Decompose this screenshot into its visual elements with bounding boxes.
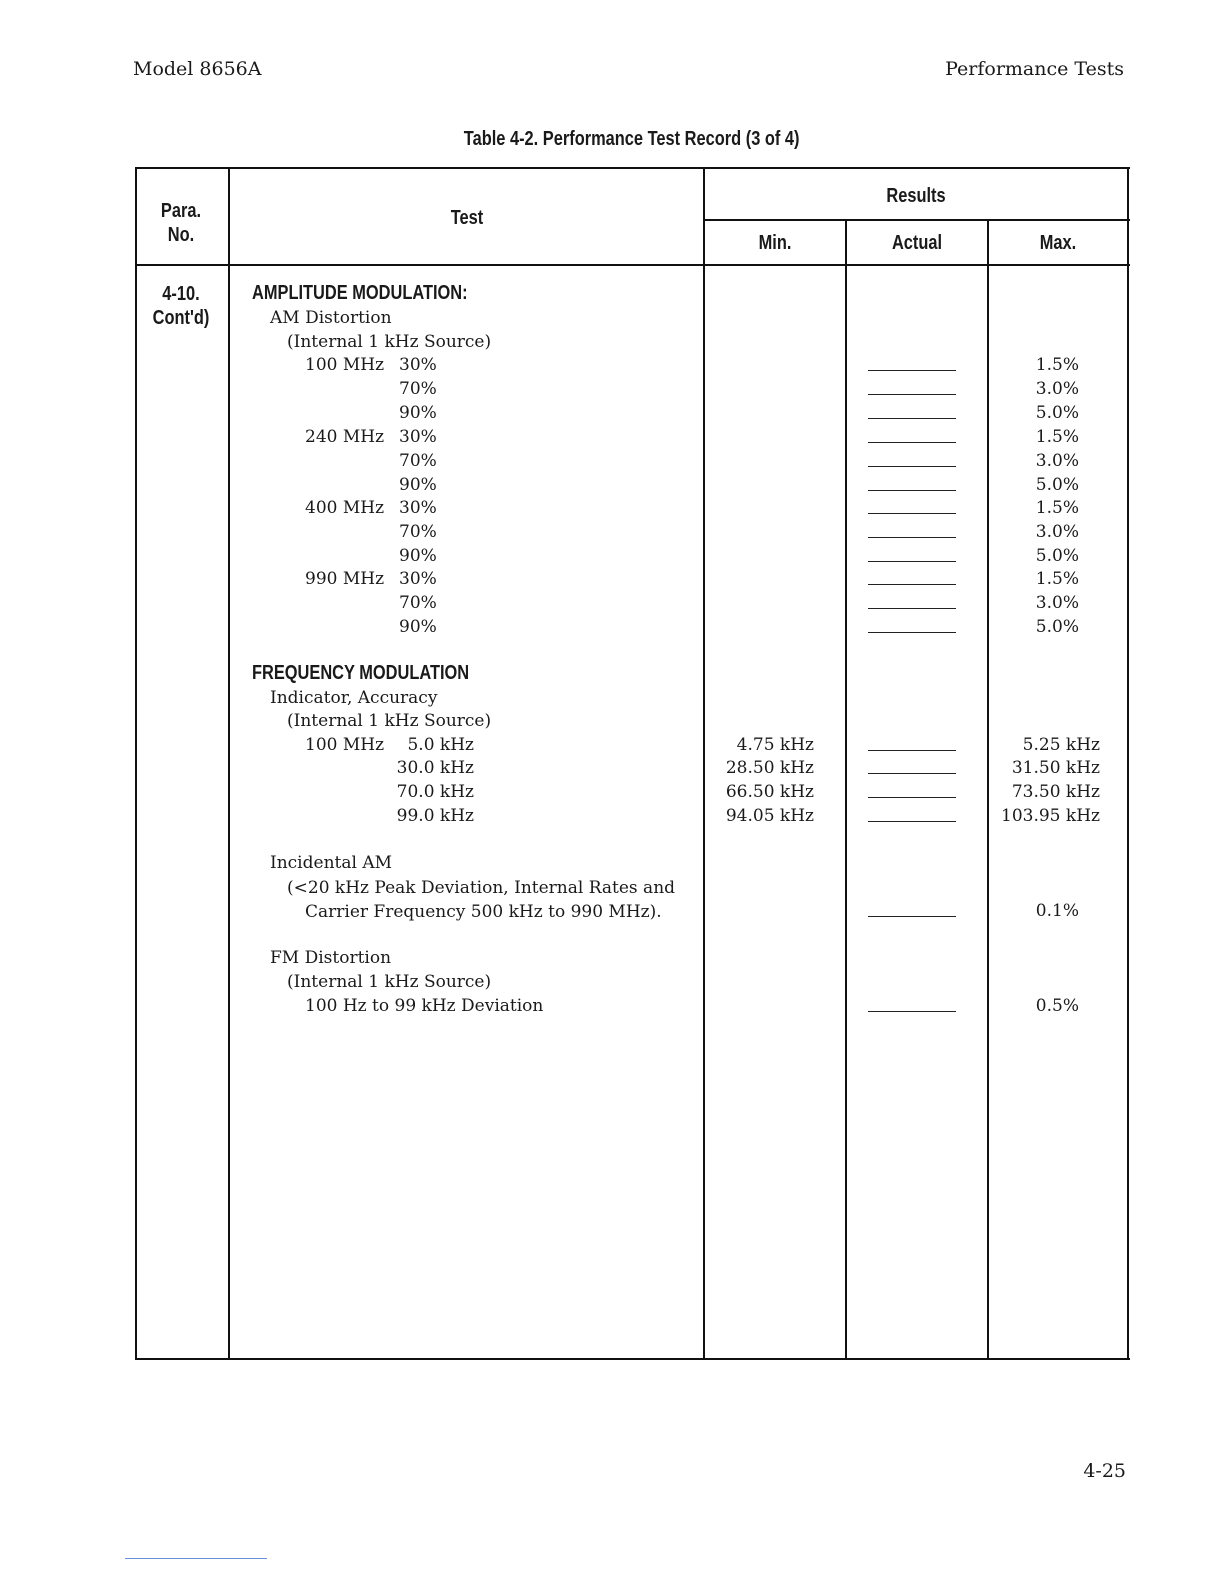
actual-blank[interactable] (868, 1011, 956, 1012)
actual-blank[interactable] (868, 584, 956, 585)
actual-blank[interactable] (868, 513, 956, 514)
actual-blank[interactable] (868, 418, 956, 419)
fm-subheading: Indicator, Accuracy (270, 688, 438, 708)
actual-blank[interactable] (868, 537, 956, 538)
incidental-am-max: 0.1% (1035, 901, 1079, 921)
actual-blank[interactable] (868, 561, 956, 562)
column-header-test: Test (450, 207, 484, 229)
actual-blank[interactable] (868, 442, 956, 443)
actual-blank[interactable] (868, 821, 956, 822)
actual-blank[interactable] (868, 608, 956, 609)
page-number: 4-25 (1083, 1460, 1126, 1482)
am-subheading: AM Distortion (270, 308, 392, 328)
column-header-results: Results (886, 185, 946, 207)
model-name: Model 8656A (133, 58, 262, 80)
column-header-min: Min. (758, 232, 792, 254)
incidental-am-line1: (<20 kHz Peak Deviation, Internal Rates and (287, 878, 676, 898)
column-header-actual: Actual (891, 232, 943, 254)
column-header-para: Para. No. (160, 200, 202, 246)
am-heading: AMPLITUDE MODULATION: (252, 282, 468, 304)
fm-distortion-line: 100 Hz to 99 kHz Deviation (305, 996, 544, 1016)
fm-distortion-max: 0.5% (1035, 996, 1079, 1016)
actual-blank[interactable] (868, 466, 956, 467)
fm-distortion-title: FM Distortion (270, 948, 392, 968)
actual-blank[interactable] (868, 490, 956, 491)
actual-blank[interactable] (868, 370, 956, 371)
incidental-am-line2: Carrier Frequency 500 kHz to 990 MHz). (305, 902, 662, 922)
column-header-max: Max. (1039, 232, 1077, 254)
fm-source: (Internal 1 kHz Source) (287, 711, 492, 731)
actual-blank[interactable] (868, 632, 956, 633)
incidental-am-title: Incidental AM (270, 853, 393, 873)
actual-blank[interactable] (868, 916, 956, 917)
actual-blank[interactable] (868, 773, 956, 774)
footer-rule (125, 1558, 267, 1559)
actual-blank[interactable] (868, 394, 956, 395)
actual-blank[interactable] (868, 797, 956, 798)
fm-heading: FREQUENCY MODULATION (252, 662, 470, 684)
section-title: Performance Tests (945, 58, 1124, 80)
fm-distortion-source: (Internal 1 kHz Source) (287, 972, 492, 992)
actual-blank[interactable] (868, 750, 956, 751)
am-source: (Internal 1 kHz Source) (287, 332, 492, 352)
para-number: 4-10. Cont'd) (152, 283, 210, 329)
table-title: Table 4-2. Performance Test Record (3 of 4) (463, 128, 800, 150)
